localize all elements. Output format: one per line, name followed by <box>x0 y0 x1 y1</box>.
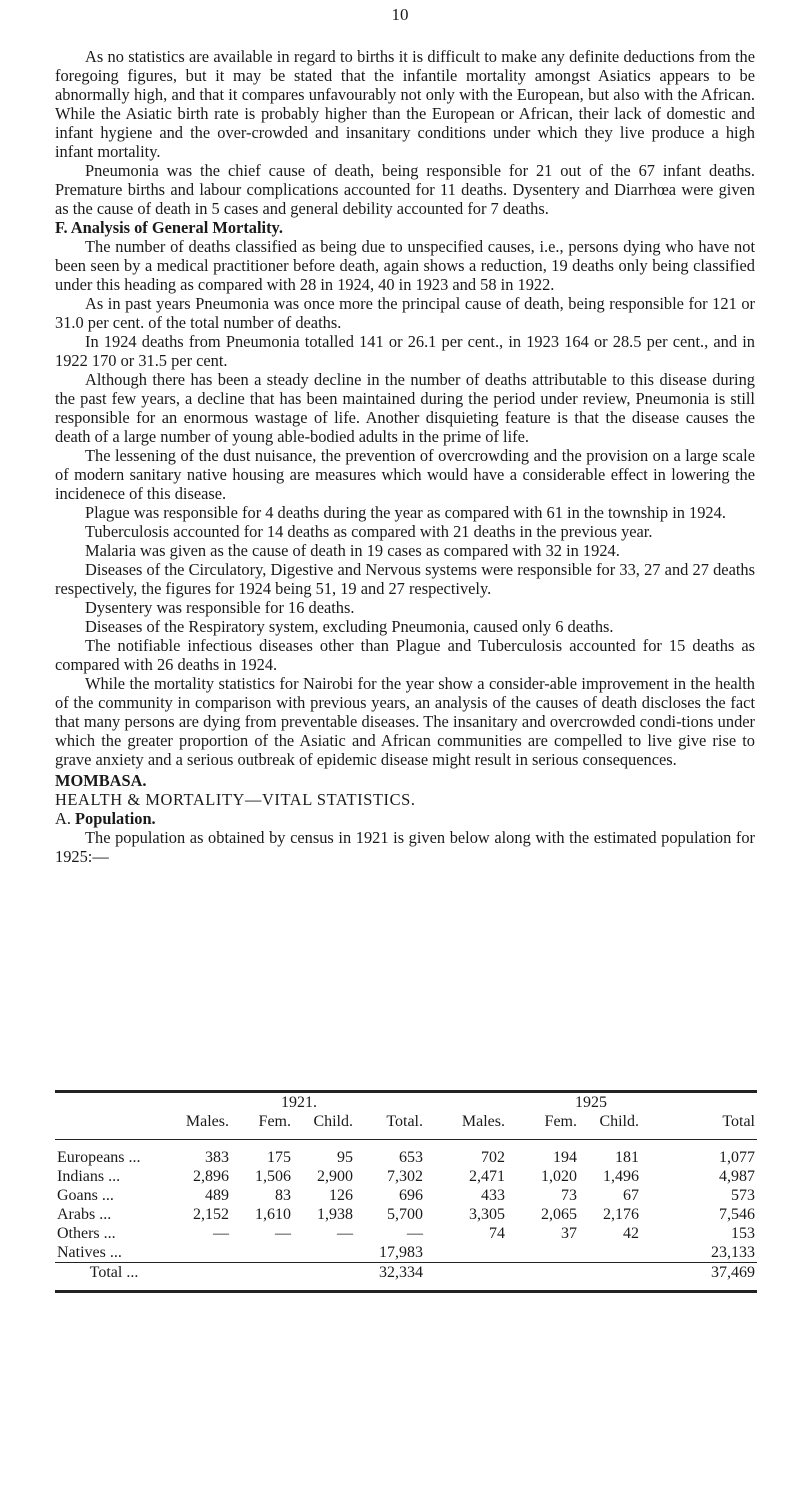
page-number: 10 <box>391 5 409 24</box>
table-cell <box>507 1243 579 1263</box>
column-header: Total. <box>386 1113 423 1130</box>
row-label: Others <box>57 1225 100 1242</box>
paragraph-pneumonia-principal: As in past years Pneumonia was once more the principal cause of death, being responsible for 121 or 31.0 per cent. of the total number of deaths. <box>55 294 755 332</box>
table-cell: 37 <box>561 1225 577 1242</box>
table-cell: 433 <box>481 1187 505 1204</box>
table-cell: 1,938 <box>317 1206 353 1223</box>
column-header: Fem. <box>544 1113 577 1130</box>
row-dots: ... <box>109 1244 122 1261</box>
section-a-letter: A. <box>55 809 71 828</box>
table-cell: 2,065 <box>541 1206 577 1223</box>
row-label: Natives <box>57 1244 106 1261</box>
paragraph-systems: Diseases of the Circulatory, Digestive and Nervous systems were responsible for 33, 27 and 27 deaths respectively, the figures for 1924 being 51, 19 and 27 respectively. <box>55 560 755 598</box>
table-cell <box>173 1243 231 1263</box>
table-cell: — <box>337 1225 353 1242</box>
column-header: Child. <box>313 1113 353 1130</box>
paragraph-plague: Plague was responsible for 4 deaths during the year as compared with 61 in the township in 1924. <box>85 503 726 522</box>
table-cell: 23,133 <box>711 1244 755 1261</box>
table-row <box>55 1186 757 1205</box>
column-header: Fem. <box>258 1113 291 1130</box>
table-cell <box>579 1243 641 1263</box>
table-cell: 3,305 <box>469 1206 505 1223</box>
paragraph-pneumonia-decline: Although there has been a steady decline in the number of deaths attributable to this disease during the past few years, a decline that has been maintained during the period under review, Pneumonia is still responsible for an enormous wastage of life. Another disquieting feature is that the disease causes the death of a large number of young able-bodied adults in the prime of life. <box>55 370 755 446</box>
table-cell: 1,506 <box>255 1168 291 1185</box>
table-cell: 2,896 <box>193 1168 229 1185</box>
table-cell: 67 <box>623 1187 639 1204</box>
table-row <box>55 1205 757 1224</box>
row-label: Indians <box>57 1168 105 1185</box>
table-row <box>55 1243 757 1263</box>
paragraph-pneumonia-history: In 1924 deaths from Pneumonia totalled 141 or 26.1 per cent., in 1923 164 or 28.5 per cent., and in 1922 170 or 31.5 per cent. <box>55 332 755 370</box>
table-cell: 2,900 <box>317 1168 353 1185</box>
paragraph-respiratory: Diseases of the Respiratory system, excluding Pneumonia, caused only 6 deaths. <box>85 617 614 636</box>
table-cell: 74 <box>489 1225 505 1242</box>
body-text <box>55 47 755 866</box>
row-label: Arabs <box>57 1206 96 1223</box>
table-row <box>55 1148 757 1167</box>
table-year-row <box>55 1092 757 1113</box>
paragraph-notifiable: The notifiable infectious diseases other than Plague and Tuberculosis accounted for 15 deaths as compared with 26 deaths in 1924. <box>55 636 755 674</box>
table-cell: 1,610 <box>255 1206 291 1223</box>
mombasa-heading: MOMBASA. <box>55 771 147 790</box>
row-label: Goans <box>57 1187 98 1204</box>
column-header: Child. <box>599 1113 639 1130</box>
year-1921-header: 1921. <box>281 1094 317 1111</box>
population-intro: The population as obtained by census in 1921 is given below along with the estimated population for 1925:— <box>55 828 755 866</box>
table-row <box>55 1167 757 1186</box>
table-cell: 194 <box>553 1149 577 1166</box>
table-cell: 489 <box>205 1187 229 1204</box>
column-header: Total <box>722 1113 755 1130</box>
table-cell: 83 <box>275 1187 291 1204</box>
table-cell: 17,983 <box>379 1244 423 1261</box>
table-cell: 95 <box>337 1149 353 1166</box>
table-row <box>55 1224 757 1243</box>
vital-statistics-heading: HEALTH & MORTALITY—VITAL STATISTICS. <box>55 790 416 809</box>
table-cell: 2,176 <box>603 1206 639 1223</box>
table-cell: 2,471 <box>469 1168 505 1185</box>
table-cell: 1,020 <box>541 1168 577 1185</box>
population-table <box>55 1090 757 1293</box>
table-cell: 702 <box>481 1149 505 1166</box>
table-cell: 153 <box>731 1225 755 1242</box>
table-cell: — <box>213 1225 229 1242</box>
table-cell <box>425 1243 507 1263</box>
table-cell: 73 <box>561 1187 577 1204</box>
paragraph-dysentery: Dysentery was responsible for 16 deaths. <box>85 598 355 617</box>
row-dots: ... <box>99 1206 112 1223</box>
table-total-row <box>55 1263 757 1283</box>
table-cell: 573 <box>731 1187 755 1204</box>
table-cell: 181 <box>615 1149 639 1166</box>
table-cell: 42 <box>623 1225 639 1242</box>
paragraph-conclusion: While the mortality statistics for Nairobi for the year show a consider-able improvement in the health of the community in comparison with previous years, an analysis of the causes of death discloses the fact that many persons are dying from preventable diseases. The insanitary and overcrowded condi-tions under which the greater proportion of the Asiatic and African communities are compelled to live give rise to grave anxiety and a serious outbreak of epidemic disease might result in serious consequences. <box>55 674 755 769</box>
table-cell: 383 <box>205 1149 229 1166</box>
row-label: Europeans <box>57 1149 125 1166</box>
paragraph-infant-mortality: As no statistics are available in regard to births it is difficult to make any definite deductions from the foregoing figures, but it may be stated that the infantile mortality amongst Asiatics appears to be abnormally high, and that it compares unfavourably not only with the European, but also with the African. While the Asiatic birth rate is probably higher than the European or African, their lack of domestic and infant hygiene and the over-crowded and insanitary conditions under which they live produce a high infant mortality. <box>55 47 755 161</box>
row-dots: ... <box>103 1225 116 1242</box>
total-1921: 32,334 <box>379 1264 423 1281</box>
table-cell: 696 <box>399 1187 423 1204</box>
table-cell <box>231 1243 293 1263</box>
column-header: Males. <box>461 1113 505 1130</box>
table-cell: 2,152 <box>193 1206 229 1223</box>
section-a-title: Population. <box>75 809 156 828</box>
paragraph-infant-causes: Pneumonia was the chief cause of death, being responsible for 21 out of the 67 infant deaths. Premature births and labour complications accounted for 11 deaths. Dysentery and Diarrhœa were given as the cause of death in 5 cases and general debility accounted for 7 deaths. <box>55 161 755 218</box>
paragraph-unspecified-causes: The number of deaths classified as being due to unspecified causes, i.e., persons dying who have not been seen by a medical practitioner before death, again shows a reduction, 19 deaths only being classified under this heading as compared with 28 in 1924, 40 in 1923 and 58 in 1922. <box>55 237 755 294</box>
table-cell: 1,077 <box>719 1149 755 1166</box>
section-f-heading: F. Analysis of General Mortality. <box>55 218 283 237</box>
population-heading <box>55 809 755 828</box>
table-cell: 7,302 <box>387 1168 423 1185</box>
paragraph-tuberculosis: Tuberculosis accounted for 14 deaths as compared with 21 deaths in the previous year. <box>85 522 653 541</box>
table-cell: 4,987 <box>719 1168 755 1185</box>
table-cell: 5,700 <box>387 1206 423 1223</box>
table-column-header-row <box>55 1112 757 1131</box>
row-dots: ... <box>108 1168 121 1185</box>
row-dots: ... <box>101 1187 114 1204</box>
total-label: Total ... <box>89 1264 139 1281</box>
table-cell: 653 <box>399 1149 423 1166</box>
year-1925-header: 1925 <box>575 1094 607 1111</box>
paragraph-measures: The lessening of the dust nuisance, the prevention of overcrowding and the provision on a large scale of modern sanitary native housing are measures which would have a considerable effect in lowering the incidenece of this disease. <box>55 446 755 503</box>
row-dots: ... <box>128 1149 141 1166</box>
table-cell: — <box>275 1225 291 1242</box>
table-cell: 126 <box>329 1187 353 1204</box>
table-cell <box>293 1243 355 1263</box>
table-cell: 1,496 <box>603 1168 639 1185</box>
paragraph-malaria: Malaria was given as the cause of death in 19 cases as compared with 32 in 1924. <box>85 541 620 560</box>
table-cell: — <box>407 1225 423 1242</box>
table-cell: 175 <box>267 1149 291 1166</box>
column-header: Males. <box>185 1113 229 1130</box>
total-1925: 37,469 <box>711 1264 755 1281</box>
table-cell: 7,546 <box>719 1206 755 1223</box>
